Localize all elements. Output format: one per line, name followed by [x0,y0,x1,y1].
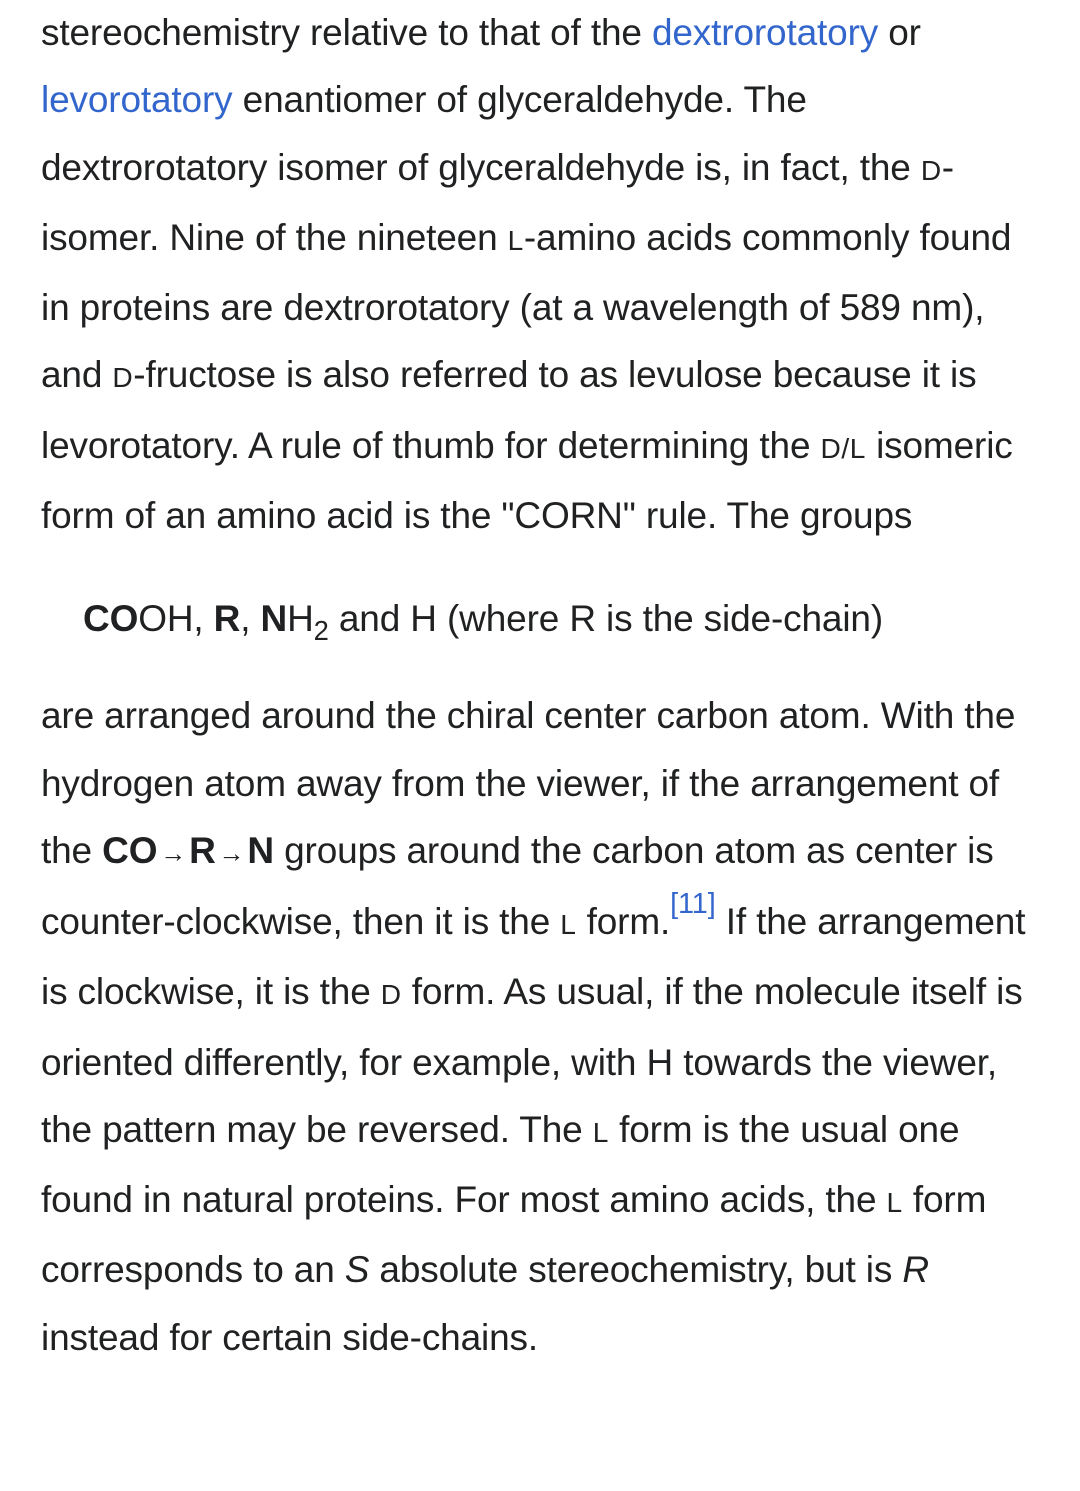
small-caps-d: D [112,362,134,394]
small-caps-l: L [507,224,524,256]
text: - isomer. Nine of the nineteen [41,146,954,258]
text: absolute stereochemistry, but is [369,1249,903,1291]
text: or [878,12,921,53]
arrow-right-icon: → [218,839,245,868]
group-r: R [189,829,216,871]
group-n: N [247,829,274,871]
text: stereochemistry relative to that of the [41,12,652,53]
text: are arranged around the chiral center carbon atom. With the hydrogen atom away from the viewer, if the arrangement of the [41,695,1016,871]
formula-subscript: 2 [313,615,329,647]
text: enantiomer of glyceraldehyde. The dextrorotatory isomer of glyceraldehyde is, in fact, the [41,79,921,188]
text: form. [576,900,671,942]
formula-co: CO [83,598,139,640]
text: isomeric form of an amino acid is the "CORN" rule. The groups [41,424,1013,537]
paragraph-glyceraldehyde [41,0,1041,549]
small-caps-dl: D/L [820,432,866,464]
small-caps-l: L [560,908,577,940]
small-caps-l: L [592,1116,609,1148]
reference-link[interactable]: [11] [670,888,716,921]
text: instead for certain side-chains. [41,1316,539,1358]
text: form corresponds to an [41,1179,987,1291]
small-caps-l: L [886,1187,903,1219]
formula-rest: and H (where R is the side-chain) [328,598,884,640]
text: form is the usual one found in natural proteins. For most amino acids, the [41,1108,960,1221]
text: groups around the carbon atom as center is counter-clockwise, then it is the [41,829,994,942]
italic-s: S [344,1249,370,1291]
formula-h: H [287,598,314,640]
text: -fructose is also referred to as levulose because it is levorotatory. A rule of thumb for determining the [41,354,977,466]
small-caps-d: D [920,154,942,186]
group-co: CO [102,829,158,871]
link-levorotatory[interactable]: levorotatory [41,79,233,121]
text: -amino acids commonly found in proteins are dextrorotatory (at a wavelength of 589 nm), and [41,216,1012,396]
paragraph-corn-rule [41,682,1041,1371]
arrow-right-icon: → [160,839,187,868]
formula-n: N [260,598,288,640]
text: form. As usual, if the molecule itself is oriented differently, for example, with H towards the viewer, the pattern may be reversed. The [41,971,1023,1150]
article-content [41,0,1041,1371]
formula-separator: , [240,598,261,640]
link-dextrorotatory[interactable]: dextrorotatory [651,12,879,53]
italic-r: R [902,1249,929,1291]
text: If the arrangement is clockwise, it is the [41,900,1026,1013]
formula-oh: OH, [138,598,214,640]
small-caps-d: D [380,979,402,1011]
formula-r: R [213,598,241,640]
corn-formula [83,589,1041,649]
